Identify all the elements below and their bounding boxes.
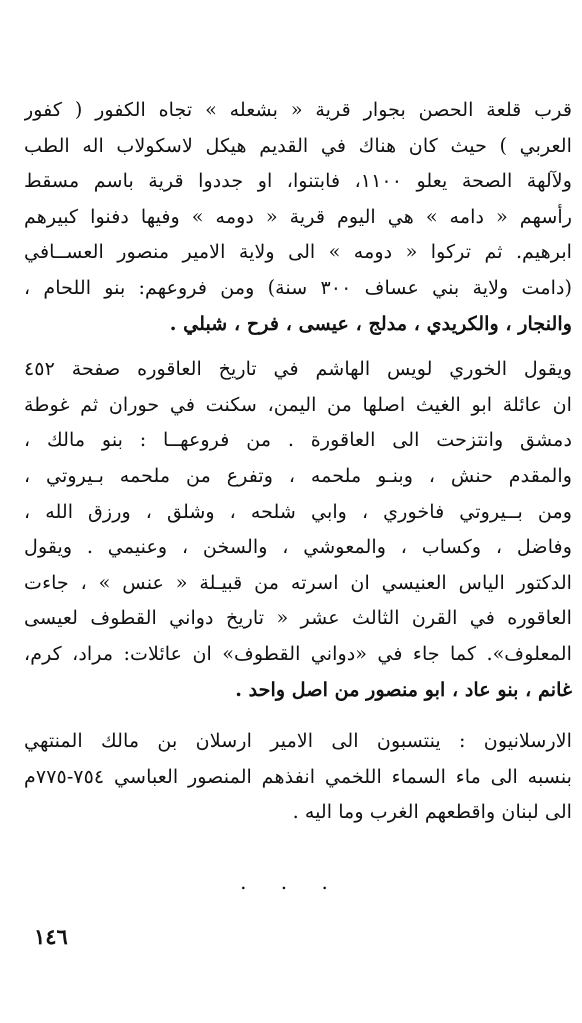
- text-line: رأسهم « دامه » هي اليوم قرية « دومه » وفيها دفنوا كبيرهم: [24, 204, 572, 228]
- text-line: بنسبه الى ماء السماء اللخمي انفذهم المنصور العباسي ٧٥٤-٧٧٥م: [24, 764, 572, 788]
- page-body: [24, 92, 572, 830]
- paragraph-1: [24, 92, 572, 341]
- paragraph-gap: [24, 707, 572, 723]
- text-line: دمشق وانتزحت الى العاقورة . من فروعهــا : بنو مالك ،: [24, 428, 572, 452]
- text-line: المعلوف». كما جاء في «دواني القطوف» ان عائلات: مراد، كرم،: [24, 641, 572, 665]
- text-line: الارسلانيون : ينتسبون الى الامير ارسلان بن مالك المنتهي: [24, 729, 572, 753]
- text-line: ابرهيم. ثم تركوا « دومه » الى ولاية الامير منصور العســافي: [24, 240, 572, 264]
- text-line: ومن بــيروتي فاخوري ، وابي شلحه ، وشلق ، ورزق الله ،: [24, 499, 572, 523]
- text-line: والنجار ، والكريدي ، مدلج ، عيسى ، فرح ، شبلي .: [169, 311, 572, 335]
- text-line: وفاضل ، وكساب ، والمعوشي ، والسخن ، وعنيمي . ويقول: [24, 535, 572, 559]
- paragraph-3: [24, 723, 572, 830]
- text-line: الدكتور الياس العنيسي ان اسرته من قبيـلة « عنس » ، جاءت: [24, 570, 572, 594]
- page-number: ١٤٦: [34, 924, 68, 949]
- text-line: (دامت ولاية بني عساف ٣٠٠ سنة) ومن فروعهم: بنو اللحام ،: [24, 275, 572, 299]
- text-line: ان عائلة ابو الغيث اصلها من اليمن، سكنت في حوران ثم غوطة: [24, 392, 572, 416]
- text-line: قرب قلعة الحصن بجوار قرية « بشعله » تجاه الكفور ( كفور: [24, 98, 572, 121]
- text-line: والمقدم حنش ، وبنـو ملحمه ، وتفرع من ملحمه بـيروتي ،: [24, 463, 572, 487]
- text-line: العربي ) حيث كان هناك في القديم هيكل لاسكولاب اله الطب: [24, 133, 572, 157]
- text-line: الى لبنان واقطعهم الغرب وما اليه .: [292, 800, 572, 824]
- text-line: العاقوره في القرن الثالث عشر « تاريخ دواني القطوف لعيسى: [24, 606, 572, 630]
- text-line: ولآلهة الصحة يعلو ١١٠٠، فابتنوا، او جددوا قرية باسم مسقط: [24, 169, 572, 193]
- section-separator: . . .: [240, 870, 342, 894]
- text-line: ويقول الخوري لويس الهاشم في تاريخ العاقوره صفحة ٤٥٢: [24, 357, 572, 381]
- paragraph-gap: [24, 341, 572, 351]
- paragraph-2: [24, 351, 572, 707]
- text-line: غانم ، بنو عاد ، ابو منصور من اصل واحد .: [235, 677, 572, 701]
